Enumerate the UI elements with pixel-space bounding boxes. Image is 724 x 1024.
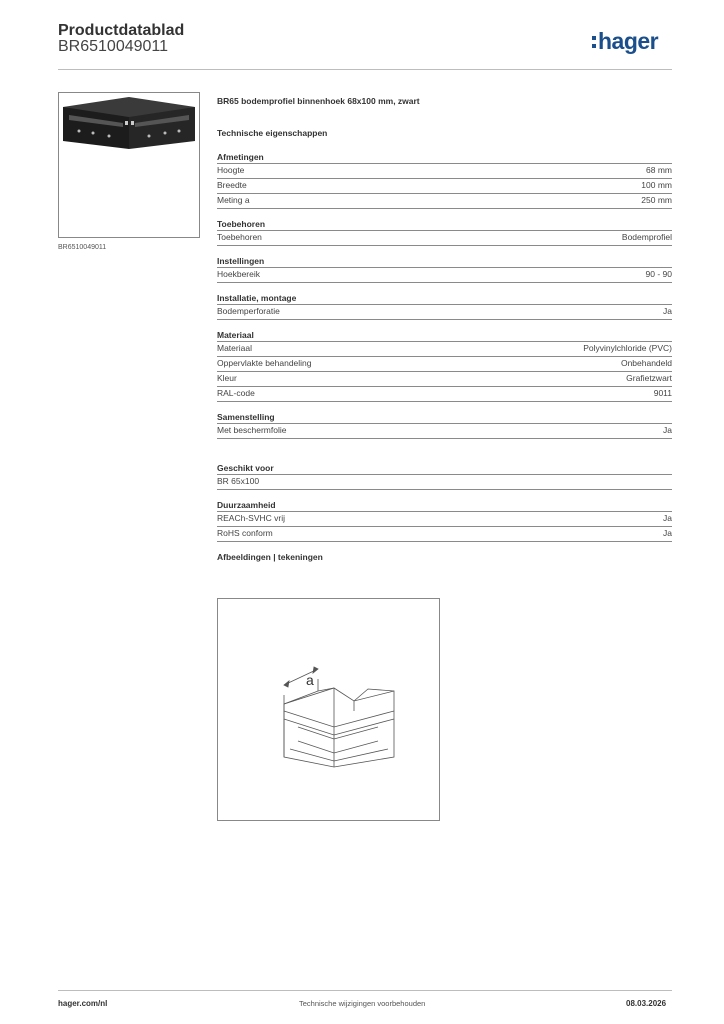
spec-value: Ja — [663, 513, 672, 523]
spec-label: Met beschermfolie — [217, 425, 287, 435]
spec-group — [217, 330, 672, 402]
logo-dots-icon — [592, 34, 596, 50]
spec-label: Meting a — [217, 195, 250, 205]
spec-value: Ja — [663, 528, 672, 538]
spec-row — [217, 371, 672, 386]
spec-label: RoHS conform — [217, 528, 273, 538]
footer-date: 08.03.2026 — [626, 999, 667, 1008]
spec-group-title: Instellingen — [217, 256, 265, 266]
spec-value: 9011 — [653, 388, 672, 398]
spec-group — [217, 293, 672, 320]
footer-divider — [58, 990, 672, 991]
spec-label: Kleur — [217, 373, 237, 383]
spec-group-title: Samenstelling — [217, 412, 275, 422]
spec-group — [217, 256, 672, 283]
spec-row — [217, 526, 672, 542]
product-title: BR65 bodemprofiel binnenhoek 68x100 mm, zwart — [217, 96, 420, 106]
spec-group-title: Afmetingen — [217, 152, 264, 162]
spec-group-title: Materiaal — [217, 330, 254, 340]
spec-label: REACh-SVHC vrij — [217, 513, 286, 523]
spec-row — [217, 178, 672, 193]
product-photo-image — [59, 93, 199, 237]
spec-label: Oppervlakte behandeling — [217, 358, 312, 368]
spec-rows — [217, 230, 672, 246]
product-code: BR6510049011 — [58, 38, 169, 55]
spec-group — [217, 412, 672, 439]
spec-rows — [217, 304, 672, 320]
spec-value: Bodemprofiel — [621, 232, 672, 242]
spec-label: RAL-code — [217, 388, 255, 398]
footer-website-link[interactable]: hager.com/nl — [58, 999, 108, 1008]
spec-row — [217, 230, 672, 246]
spec-group — [217, 463, 672, 490]
spec-group-title: Geschikt voor — [217, 463, 274, 473]
spec-group — [217, 219, 672, 246]
spec-row — [217, 511, 672, 526]
spec-rows — [217, 163, 672, 209]
hager-logo — [592, 28, 658, 55]
spec-label: Materiaal — [217, 343, 252, 353]
footer-disclaimer: Technische wijzigingen voorbehouden — [299, 999, 426, 1008]
spec-value: Onbehandeld — [620, 358, 672, 368]
spec-row — [217, 423, 672, 439]
spec-label: Breedte — [217, 180, 247, 190]
spec-group-title: Duurzaamheid — [217, 500, 276, 510]
photo-caption: BR6510049011 — [58, 244, 107, 251]
spec-rows — [217, 474, 672, 490]
spec-row — [217, 193, 672, 209]
spec-label: BR 65x100 — [217, 476, 260, 486]
logo-text: hager — [598, 28, 659, 54]
spec-value: 250 mm — [641, 195, 672, 205]
spec-rows — [217, 511, 672, 542]
spec-value: 100 mm — [641, 180, 672, 190]
spec-rows — [217, 341, 672, 402]
spec-row — [217, 163, 672, 178]
technical-drawing-image — [218, 599, 439, 820]
spec-group — [217, 500, 672, 542]
spec-row — [217, 304, 672, 320]
page-title: Productdatablad — [58, 22, 185, 39]
spec-value: Polyvinylchloride (PVC) — [583, 343, 672, 353]
spec-group-title: Installatie, montage — [217, 293, 297, 303]
spec-groups — [217, 152, 672, 542]
spec-label: Toebehoren — [217, 232, 262, 242]
spec-label: Hoogte — [217, 165, 245, 175]
spec-row — [217, 267, 672, 283]
header-divider — [58, 69, 672, 70]
technical-drawing — [217, 598, 440, 821]
spec-label: Bodemperforatie — [217, 306, 280, 316]
spec-rows — [217, 267, 672, 283]
spec-row — [217, 356, 672, 371]
spec-content — [217, 96, 672, 562]
section-heading: Technische eigenschappen — [217, 128, 328, 138]
spec-row — [217, 386, 672, 402]
spec-row — [217, 341, 672, 356]
spec-value: Ja — [663, 425, 672, 435]
dimension-label: a — [306, 672, 314, 688]
spec-value: Ja — [663, 306, 672, 316]
spec-value: 68 mm — [646, 165, 672, 175]
spec-label: Hoekbereik — [217, 269, 260, 279]
spec-rows — [217, 423, 672, 439]
spec-value: 90 - 90 — [645, 269, 672, 279]
spec-value: Grafietzwart — [626, 373, 672, 383]
drawing-title: Afbeeldingen | tekeningen — [217, 552, 323, 562]
spec-group-title: Toebehoren — [217, 219, 266, 229]
spec-group — [217, 152, 672, 209]
spec-row — [217, 474, 672, 490]
product-photo — [58, 92, 200, 238]
